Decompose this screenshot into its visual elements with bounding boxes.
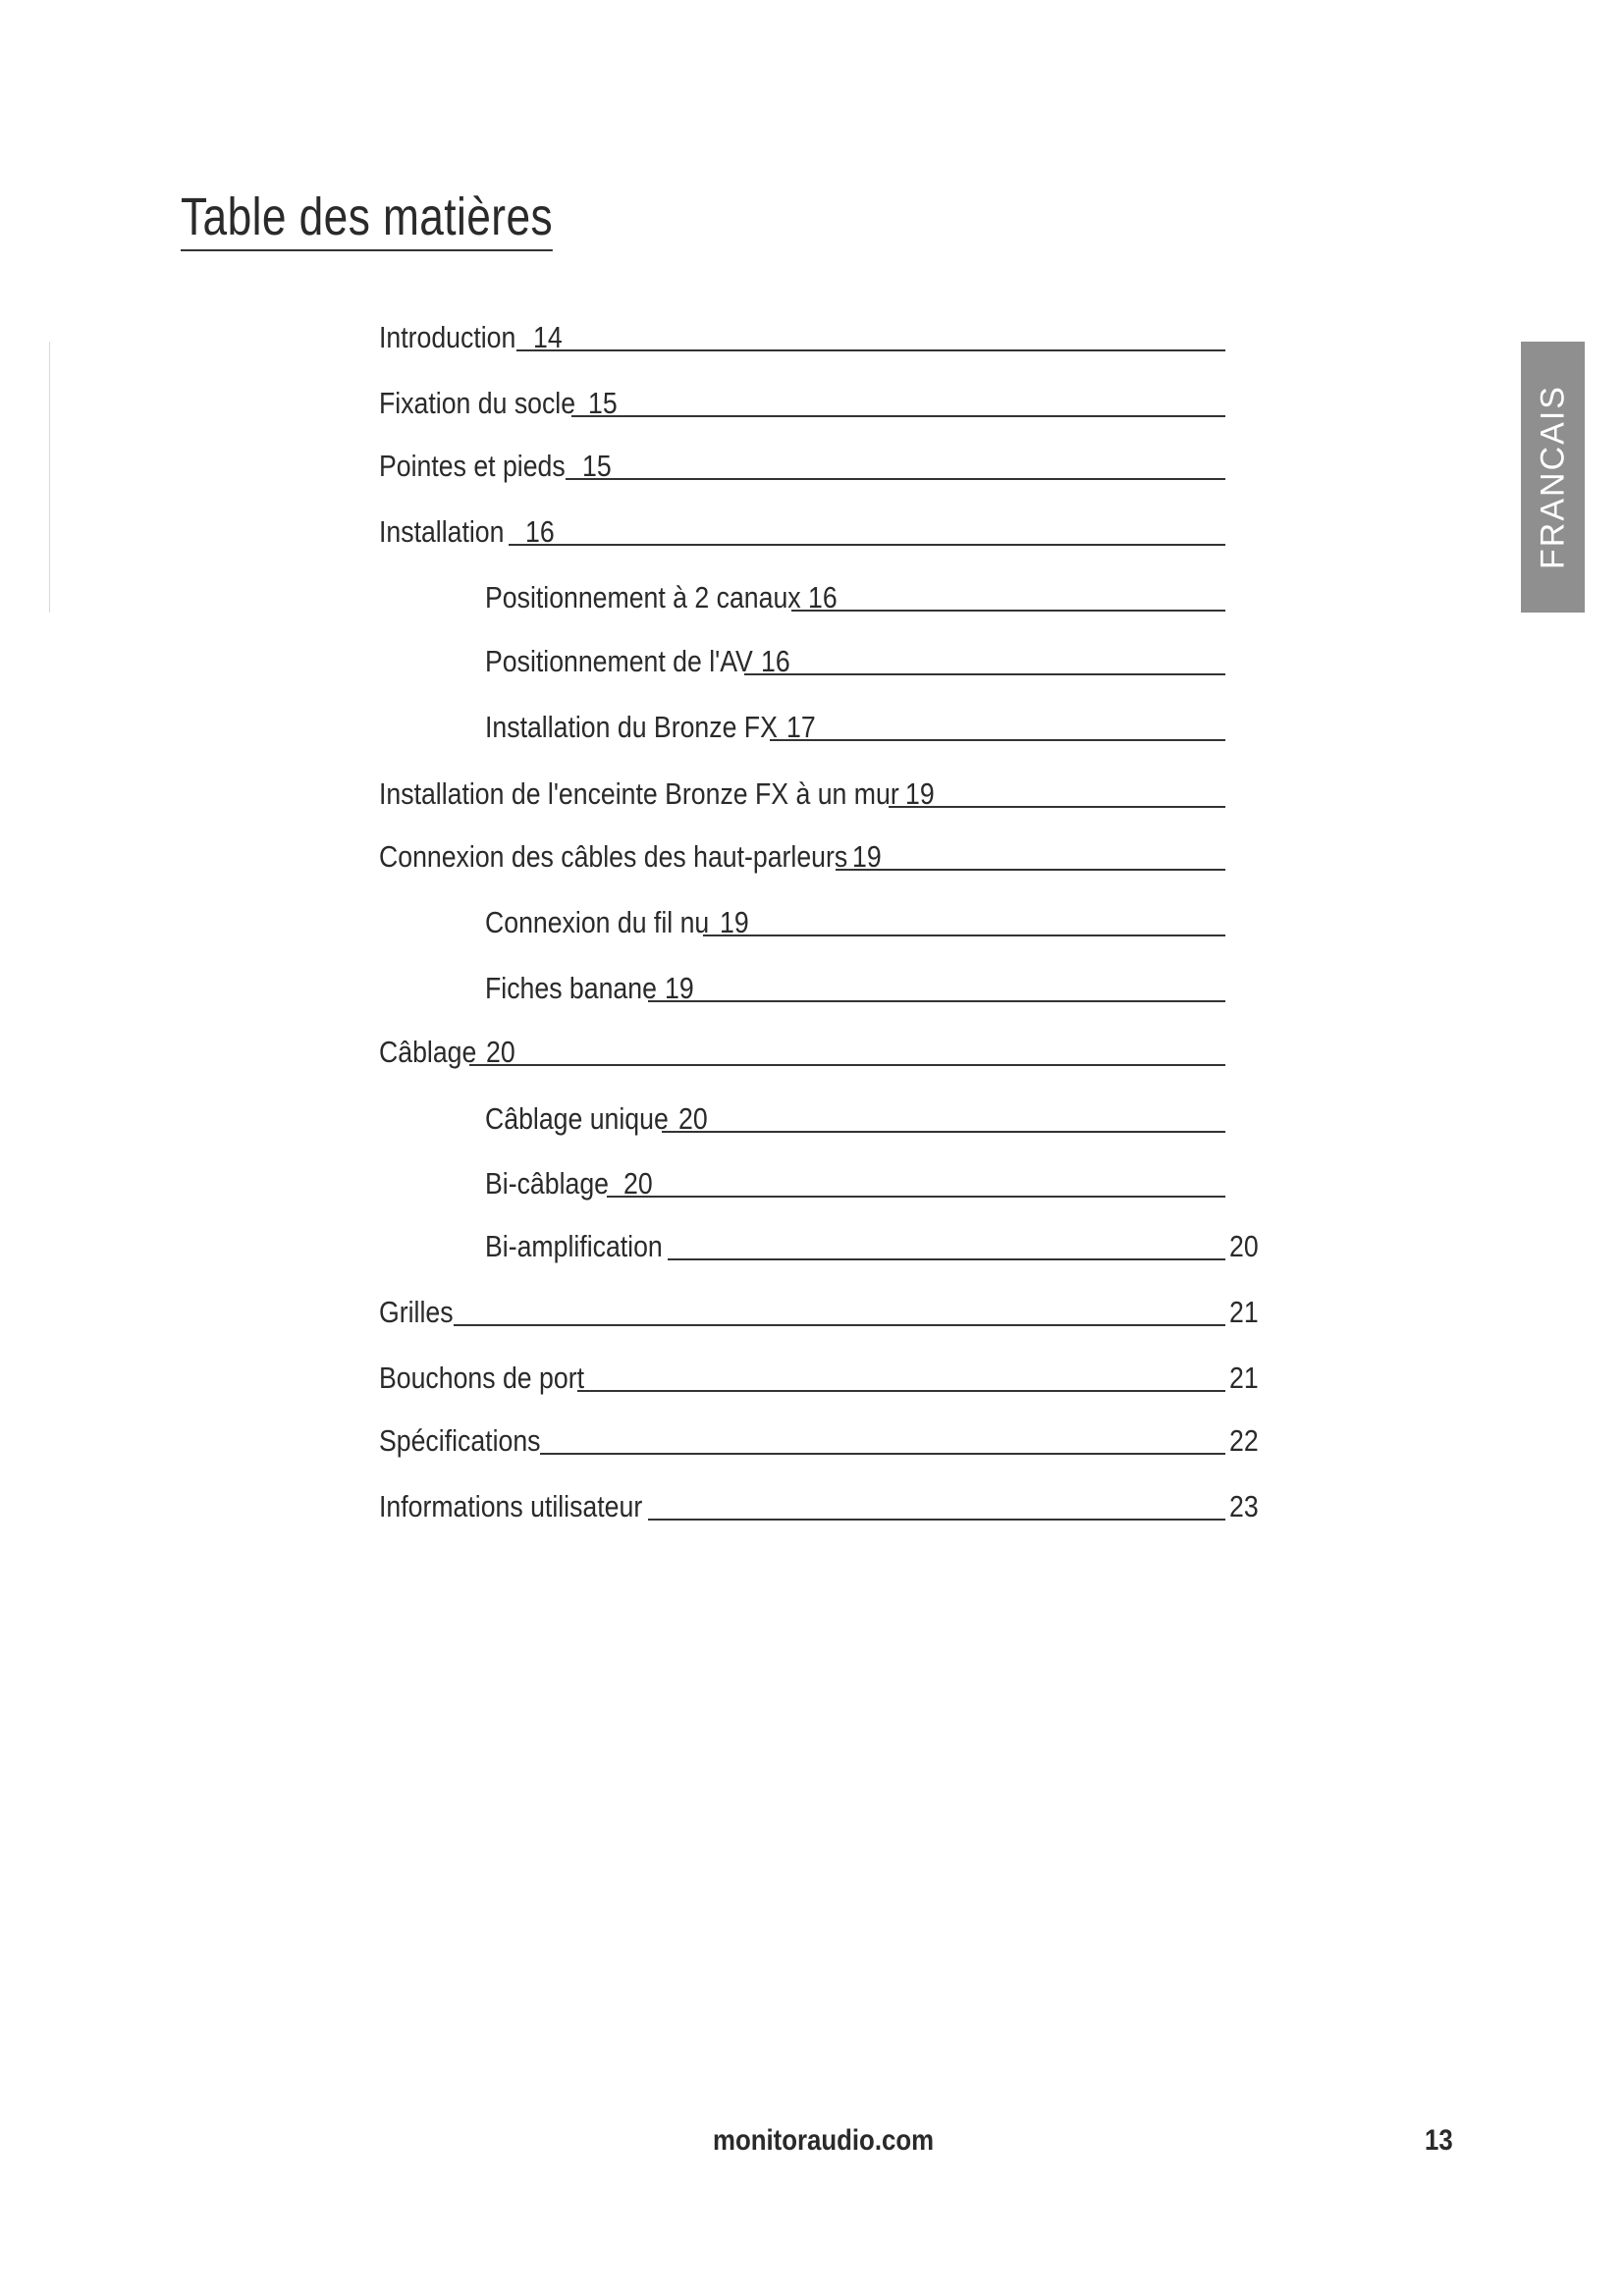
- toc-entry-label: Fixation du socle: [379, 386, 576, 420]
- toc-leader-line: [838, 610, 1225, 612]
- language-tab-label: FRANCAIS: [1534, 385, 1571, 569]
- toc-entry-page: 22: [1229, 1423, 1259, 1458]
- toc-entry: [379, 445, 1276, 488]
- toc-entry-page: 14: [533, 320, 563, 354]
- toc-entry-label: Bi-câblage: [485, 1166, 609, 1201]
- toc-entry: [379, 1485, 1276, 1528]
- toc-entry-page: 19: [720, 905, 749, 939]
- toc-entry-page: 20: [678, 1101, 708, 1136]
- toc-entry-label: Fiches banane: [485, 971, 657, 1005]
- toc-entry: [485, 1162, 1276, 1205]
- toc-entry: [485, 706, 1276, 749]
- toc-leader-line: [515, 1064, 1225, 1066]
- toc-entry: [379, 1031, 1276, 1074]
- toc-entry: [485, 576, 1276, 619]
- toc-entry-label: Installation de l'enceinte Bronze FX à un mur: [379, 776, 899, 811]
- toc-entry: [485, 901, 1276, 944]
- toc-entry-page: 16: [525, 514, 555, 549]
- toc-entry-page: 20: [623, 1166, 653, 1201]
- page-title: Table des matières: [181, 187, 553, 251]
- toc-entry-page: 16: [761, 644, 790, 678]
- toc-leader-line: [555, 544, 1225, 546]
- toc-entry: [379, 510, 1276, 554]
- toc-leader-line: [749, 934, 1225, 936]
- toc-leader-line: [563, 349, 1225, 351]
- toc-entry-label: Positionnement à 2 canaux: [485, 580, 801, 614]
- toc-leader-line: [540, 1453, 1225, 1455]
- toc-entry-label: Introduction: [379, 320, 516, 354]
- toc-entry-label: Connexion des câbles des haut-parleurs: [379, 839, 848, 874]
- toc-entry-label: Grilles: [379, 1295, 454, 1329]
- toc-entry-page: 23: [1229, 1489, 1259, 1523]
- toc-entry-label: Bouchons de port: [379, 1361, 584, 1395]
- toc-entry-page: 17: [786, 710, 816, 744]
- toc-entry: [379, 773, 1276, 816]
- toc-entry-label: Câblage: [379, 1035, 477, 1069]
- toc-entry-label: Pointes et pieds: [379, 449, 566, 483]
- toc-entry-label: Connexion du fil nu: [485, 905, 710, 939]
- toc-entry-page: 19: [665, 971, 694, 1005]
- toc-leader-line: [816, 739, 1225, 741]
- toc-leader-line: [612, 478, 1225, 480]
- toc-leader-line: [668, 1258, 1225, 1260]
- toc-entry-page: 15: [582, 449, 612, 483]
- toc-leader-line: [577, 1390, 1225, 1392]
- toc-entry-label: Informations utilisateur: [379, 1489, 643, 1523]
- toc-leader-line: [454, 1324, 1225, 1326]
- toc-leader-line: [935, 806, 1225, 808]
- toc-entry-label: Installation du Bronze FX: [485, 710, 778, 744]
- toc-entry-label: Câblage unique: [485, 1101, 669, 1136]
- toc-entry-label: Installation: [379, 514, 505, 549]
- toc-entry-page: 21: [1229, 1361, 1259, 1395]
- toc-entry: [379, 1357, 1276, 1400]
- toc-entry-page: 19: [905, 776, 935, 811]
- footer-page-number: 13: [1425, 2124, 1453, 2157]
- footer-url: monitoraudio.com: [713, 2124, 935, 2157]
- toc-leader-line: [648, 1519, 1225, 1521]
- toc-entry: [379, 382, 1276, 425]
- toc-entry-label: Spécifications: [379, 1423, 541, 1458]
- toc-entry: [485, 640, 1276, 683]
- toc-entry-page: 19: [852, 839, 882, 874]
- toc-leader-line: [882, 869, 1225, 871]
- toc-entry-label: Bi-amplification: [485, 1229, 663, 1263]
- toc-leader-line: [653, 1196, 1225, 1198]
- toc-entry: [485, 1097, 1276, 1141]
- toc-entry: [485, 967, 1276, 1010]
- toc-entry: [379, 1291, 1276, 1334]
- toc-entry-label: Positionnement de l'AV: [485, 644, 753, 678]
- toc-leader-line: [694, 1000, 1225, 1002]
- toc-entry-page: 15: [588, 386, 618, 420]
- language-tab: [1521, 342, 1585, 613]
- margin-divider: [49, 342, 50, 613]
- toc-leader-line: [618, 415, 1225, 417]
- toc-leader-line: [708, 1131, 1225, 1133]
- toc-entry: [485, 1225, 1276, 1268]
- toc-leader-line: [790, 673, 1225, 675]
- toc-entry-page: 20: [486, 1035, 515, 1069]
- toc-entry: [379, 1419, 1276, 1463]
- toc-entry-page: 16: [808, 580, 838, 614]
- toc-entry-page: 20: [1229, 1229, 1259, 1263]
- toc-entry: [379, 835, 1276, 879]
- toc-entry-page: 21: [1229, 1295, 1259, 1329]
- toc-entry: [379, 316, 1276, 359]
